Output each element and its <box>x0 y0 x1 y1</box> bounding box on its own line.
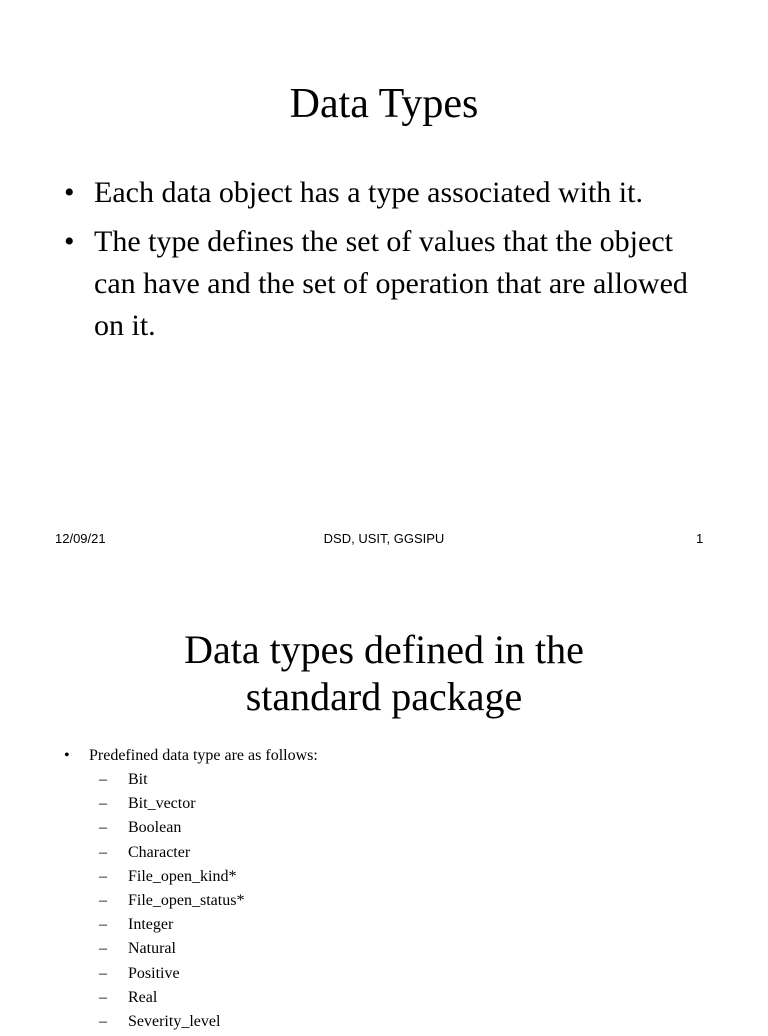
dash-icon: – <box>99 964 107 982</box>
bullet-dot-icon: • <box>64 225 75 258</box>
dash-icon: – <box>99 819 107 837</box>
dash-icon: – <box>99 771 107 788</box>
list-item-label: File_open_status* <box>128 891 245 909</box>
slide-1-bullet-text: The type defines the set of values that the object can have and the set of operation that are allowed on it. <box>94 225 688 342</box>
dash-icon: – <box>99 843 107 861</box>
footer-center-text: DSD, USIT, GGSIPU <box>323 531 445 546</box>
bullet-dot-icon: • <box>64 176 75 209</box>
slide-1-bullet <box>64 172 714 214</box>
slide-2-title-line-2: standard package <box>245 674 523 719</box>
list-item <box>99 818 714 838</box>
list-item <box>99 843 714 863</box>
slide-1-bullet <box>64 221 714 347</box>
dash-icon: – <box>99 1012 107 1030</box>
dash-icon: – <box>99 940 107 958</box>
list-item <box>99 770 714 790</box>
list-item-label: Boolean <box>128 819 182 837</box>
list-item <box>99 867 714 887</box>
list-item <box>99 794 714 814</box>
list-item-label: Bit <box>128 771 148 788</box>
dash-icon: – <box>99 891 107 909</box>
slide-2-bullet <box>64 746 714 1032</box>
list-item-label: File_open_kind* <box>128 867 237 885</box>
footer-page-number: 1 <box>696 531 704 546</box>
list-item <box>99 1012 714 1032</box>
data-type-list <box>89 770 714 1032</box>
slide-1-bullet-list <box>64 172 714 354</box>
slide-2-bullet-list <box>64 746 714 1036</box>
list-item-label: Bit_vector <box>128 795 196 813</box>
slide-2 <box>0 576 768 1030</box>
dash-icon: – <box>99 988 107 1006</box>
dash-icon: – <box>99 916 107 934</box>
dash-icon: – <box>99 795 107 813</box>
list-item-label: Integer <box>128 916 174 934</box>
list-item-label: Character <box>128 843 191 861</box>
list-item-label: Positive <box>128 964 180 982</box>
list-item <box>99 939 714 959</box>
slide-1-title: Data Types <box>289 81 479 127</box>
slide-1-bullet-text: Each data object has a type associated with it. <box>94 176 643 209</box>
footer-date: 12/09/21 <box>55 531 106 546</box>
list-item <box>99 915 714 935</box>
list-item-label: Real <box>128 988 158 1006</box>
list-item <box>99 964 714 984</box>
slide-2-title <box>0 626 768 720</box>
list-item-label: Severity_level <box>128 1012 221 1030</box>
dash-icon: – <box>99 867 107 885</box>
list-item <box>99 988 714 1008</box>
bullet-dot-icon: • <box>64 747 70 764</box>
slide-2-title-line-1: Data types defined in the <box>184 627 584 672</box>
slide-2-bullet-text: Predefined data type are as follows: <box>89 747 318 764</box>
list-item-label: Natural <box>128 940 176 958</box>
list-item <box>99 891 714 911</box>
